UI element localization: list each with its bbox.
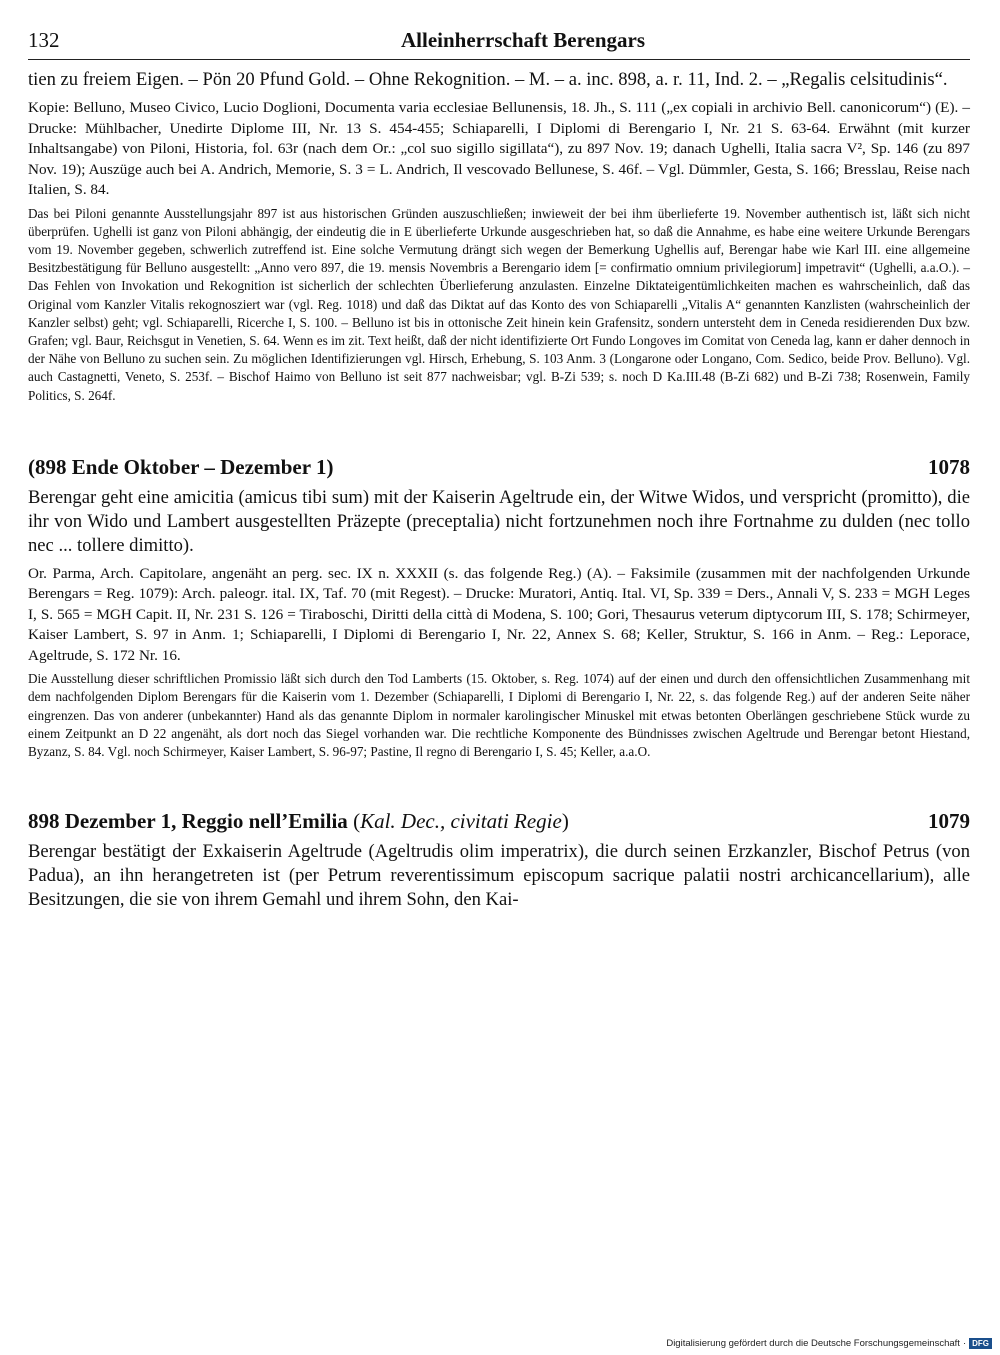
regest-1079-number: 1079 [928,809,970,834]
regest-1078-commentary: Die Ausstellung dieser schriftlichen Promissio läßt sich durch den Tod Lamberts (15. Oktober, s. Reg. 1074) auf der einen und durch den offensichtlichen Zusammenhang mit dem nachfolgenden Diplom Berengars für die Kaiserin vom 1. Dezember (Schiaparelli, I Diplomi di Berengario I, Nr. 22, s. das folgende Reg.) auf der anderen Seite näher eingrenzen. Das von anderer (unbekannter) Hand als das genannte Diplom in normaler karolingischer Minuskel mit etwas betonten Oberlängen geschriebene Stück wurde zu einem Zeitpunkt an D 22 angenäht, als dort noch das Siegel vorhanden war. Die rechtliche Komponente des Bündnisses zwischen Ageltrude und Berengar betont Hiestand, Byzanz, S. 84. Vgl. noch Schirmeyer, Kaiser Lambert, S. 96-97; Pastine, Il regno di Berengario I, S. 45; Keller, a.a.O. [28,671,970,760]
regest-1079-date: 898 Dezember 1, Reggio nell’Emilia [28,809,348,834]
regest-1079-dating-clause: Kal. Dec., civitati Regie [360,809,562,834]
running-title: Alleinherrschaft Berengars [401,28,645,52]
digitization-credit: Digitalisierung gefördert durch die Deutsche Forschungsgemeinschaft · DFG [666,1338,992,1349]
page-header [28,28,970,60]
regest-1079-heading: 898 Dezember 1, Reggio nell’Emilia (Kal. Dec., civitati Regie) 1079 [28,809,970,834]
document-page [28,28,970,912]
continued-summary: tien zu freiem Eigen. – Pön 20 Pfund Gold. – Ohne Rekognition. – M. – a. inc. 898, a. r. 11, Ind. 2. – „Regalis celsitudinis“. [28,69,948,90]
regest-1078-sources: Or. Parma, Arch. Capitolare, angenäht an perg. sec. IX n. XXXII (s. das folgende Reg.) (A). – Faksimile (zusammen mit der nachfolgenden Urkunde Berengars = Reg. 1079): Arch. paleogr. ital. IX, Taf. 70 (mit Regest). – Drucke: Muratori, Antiq. Ital. VI, Sp. 339 = Ders., Annali V, S. 233 = MGH Leges I, S. 565 = MGH Capit. II, Nr. 231 S. 126 = Tiraboschi, Diritti della città di Modena, S. 100; Gori, Thesaurus veterum diptycorum III, S. 178; Schirmeyer, Kaiser Lambert, S. 97 in Anm. 1; Schiaparelli, I Diplomi di Berengario I, Nr. 22, Annex S. 68; Keller, Struktur, S. 166 in Anm. – Reg.: Leporace, Ageltrude, S. 172 Nr. 16. [28,564,970,664]
page-number: 132 [28,28,60,52]
copy-and-print-sources: Kopie: Belluno, Museo Civico, Lucio Doglioni, Documenta varia ecclesiae Bellunensis, 18. Jh., S. 111 („ex copiali in archivio Bell. canonicorum“) (E). – Drucke: Mühlbacher, Unedirte Diplome III, Nr. 13 S. 454-455; Schiaparelli, I Diplomi di Berengario I, Nr. 21 S. 63-64. Erwähnt (mit kurzer Inhaltsangabe) von Piloni, Historia, fol. 63r (nach dem Or.: „col suo sigillo sigillata“), zu 897 Nov. 19; danach Ughelli, Italia sacra V², Sp. 146 (zu 897 Nov. 19); Auszüge auch bei A. Andrich, Memorie, S. 3 = L. Andrich, Il vescovado Bellunese, S. 46f. – Vgl. Dümmler, Gesta, S. 166; Bresslau, Reise nach Italien, S. 84. [28,99,970,198]
regest-1078-summary: Berengar geht eine amicitia (amicus tibi sum) mit der Kaiserin Ageltrude ein, der Witwe Widos, und verspricht (promitto), die ihr von Wido und Lambert ausgestellten Präzepte (preceptalia) nicht fortzunehmen noch ihre Fortnahme zu dulden (nec tollo nec ... tollere dimitto). [28,486,970,556]
regest-1078-number: 1078 [928,454,970,479]
regest-1079-summary: Berengar bestätigt der Exkaiserin Ageltrude (Ageltrudis olim imperatrix), die durch seinen Erzkanzler, Bischof Petrus (von Padua), an ihn herangetreten ist (per Petrum reverentissimum episcopum sacrique palatii nostri archicancellarium), alle Besitzungen, die sie von ihrem Gemahl und ihrem Sohn, den Kai- [28,841,970,911]
dfg-logo: DFG [969,1338,992,1349]
regest-1078-date: (898 Ende Oktober – Dezember 1) [28,454,334,479]
regest-1078-heading [28,455,970,480]
commentary: Das bei Piloni genannte Ausstellungsjahr 897 ist aus historischen Gründen auszuschließen; inwieweit der bei ihm überlieferte 19. November authentisch ist, läßt sich nicht überprüfen. Ughelli ist ganz von Piloni abhängig, der eindeutig die in E überlieferte Urkunde ausgeschrieben hat, so daß die Annahme, es habe eine weitere Urkunde Berengars vom 19. November gegeben, schwerlich zutreffend ist. Eine solche Vermutung drängt sich wegen der Bemerkung Ughellis auf, Berengar habe wie Karl III. eine allgemeine Besitzbestätigung für Belluno ausgestellt: „Anno vero 897, die 19. mensis Novembris a Berengario idem [= confirmatio omnium privilegiorum] impetravit“ (Ughelli, a.a.O.). – Das Fehlen von Invokation und Rekognition ist sicherlich der schlechten Überlieferung anzulasten. Einzelne Diktateigentümlichkeiten machen es wahrscheinlich, daß das Original vom Kanzler Vitalis rekognosziert war (vgl. Reg. 1018) und daß das Diktat auf das Konto des von Schiaparelli „Vitalis A“ genannten Kanzlisten (wahrscheinlich der Kanzler selbst) geht; vgl. Schiaparelli, Ricerche I, S. 100. – Belluno ist bis in ottonische Zeit hinein kein Grafensitz, sondern untersteht dem in Ceneda residierenden Dux bzw. Grafen; vgl. Baur, Reichsgut in Venetien, S. 64. Wenn es im zit. Text heißt, daß der nicht identifizierte Ort Fundo Longoves im Comitat von Ceneda lag, kann er daher dennoch in der Nähe von Belluno zu suchen sein. Zu möglichen Identifizierungen vgl. Hirsch, Erhebung, S. 103 Anm. 3 (Longarone oder Longano, Com. Sedico, beide Prov. Belluno). Vgl. auch Castagnetti, Veneto, S. 253f. – Bischof Haimo von Belluno ist seit 877 nachweisbar; vgl. B-Zi 539; s. noch D Ka.III.48 (B-Zi 682) und B-Zi 738; Rosenwein, Family Politics, S. 264f. [28,205,970,403]
credit-text: Digitalisierung gefördert durch die Deutsche Forschungsgemeinschaft [666,1338,960,1349]
